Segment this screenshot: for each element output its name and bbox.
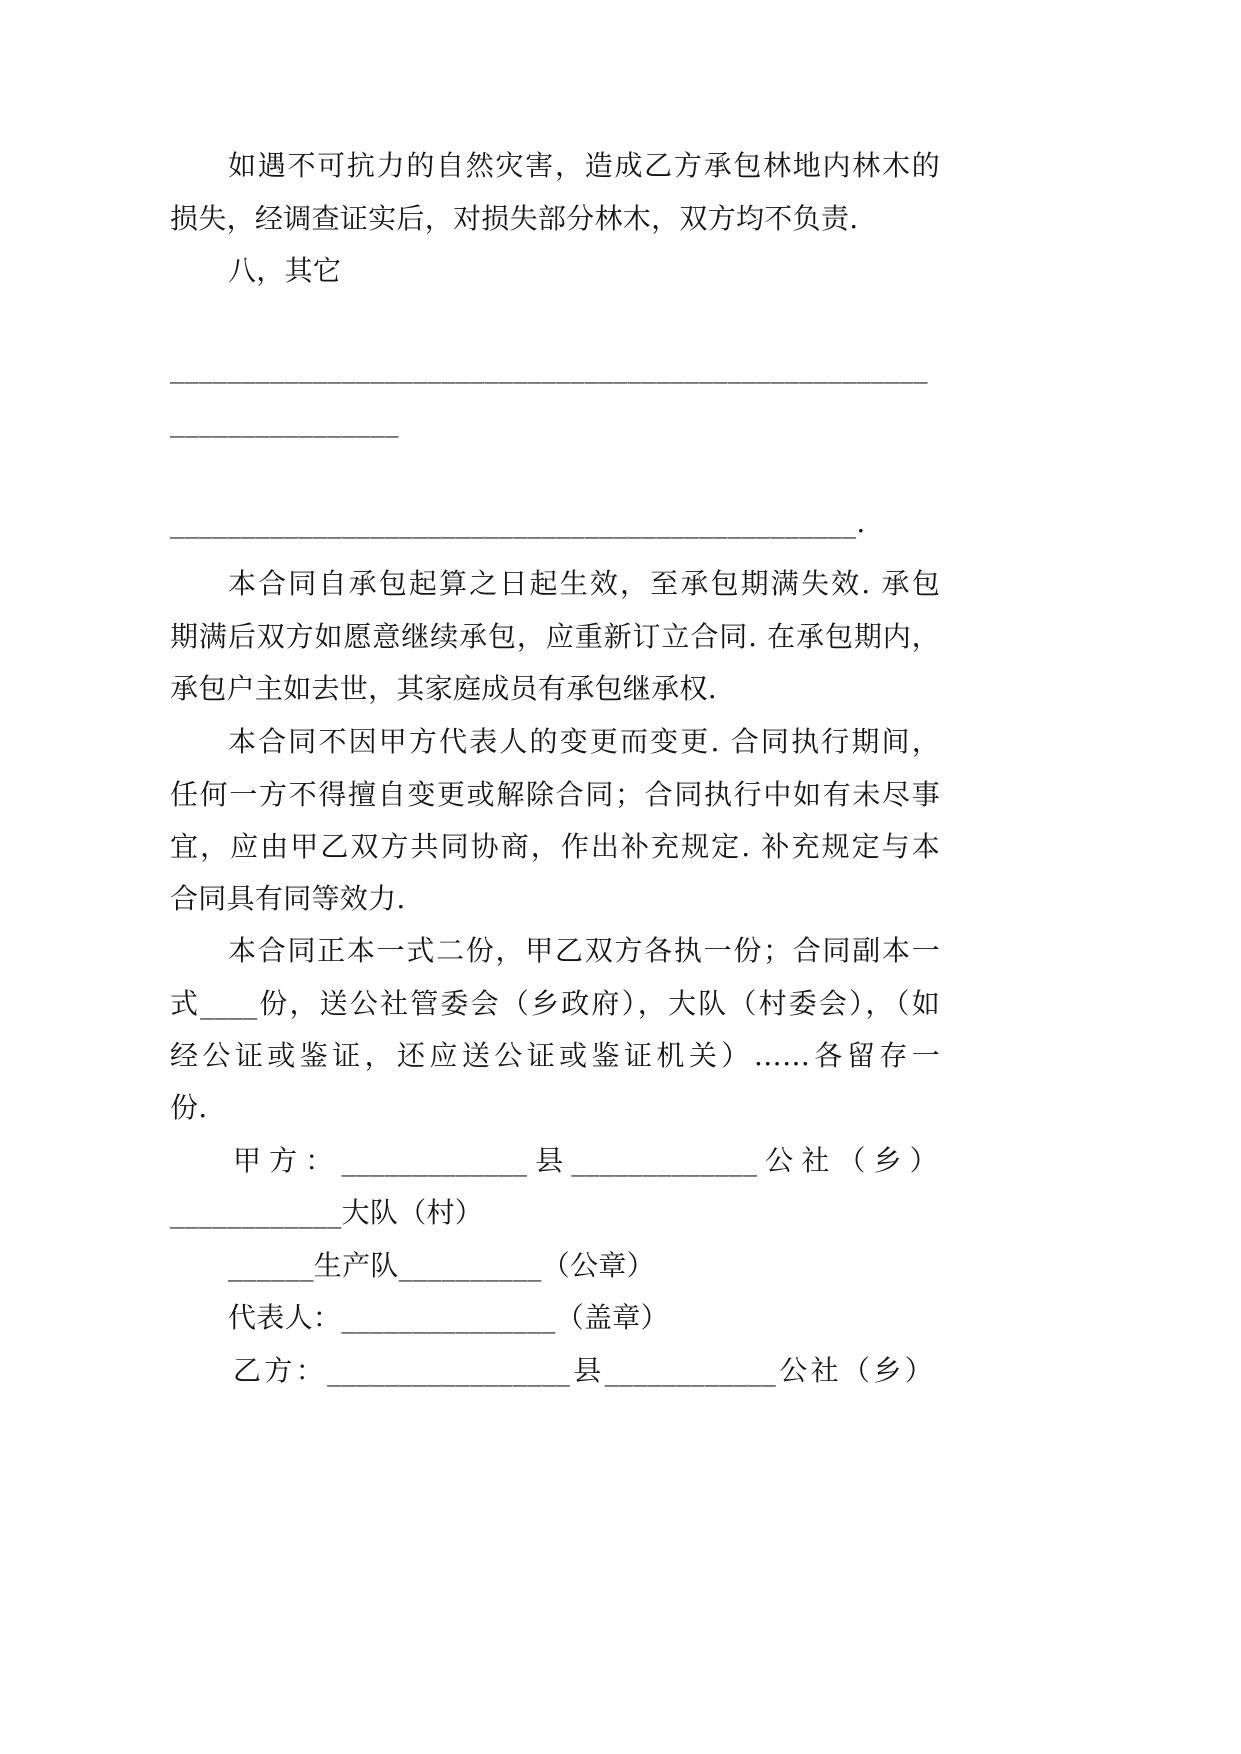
- effective-line-3: 承包户主如去世，其家庭成员有承包继承权.: [170, 672, 717, 705]
- party-b-location-line: 乙方：_________________县____________公社（乡）: [233, 1354, 933, 1387]
- modification-line-2: 任何一方不得擅自变更或解除合同；合同执行中如有未尽事: [170, 778, 940, 811]
- modification-line-3: 宜，应由甲乙双方共同协商，作出补充规定. 补充规定与本: [170, 830, 940, 863]
- modification-line-4: 合同具有同等效力.: [170, 882, 406, 915]
- party-a-production-team-line: ______生产队__________（公章）: [228, 1249, 655, 1282]
- copies-line-1: 本合同正本一式二份，甲乙双方各执一份；合同副本一: [228, 934, 940, 967]
- blank-fill-line-2: ________________: [170, 405, 399, 438]
- copies-line-3: 经公证或鉴证，还应送公证或鉴证机关）……各留存一: [170, 1039, 940, 1072]
- modification-line-1: 本合同不因甲方代表人的变更而变更. 合同执行期间，: [228, 725, 940, 758]
- effective-line-1: 本合同自承包起算之日起生效，至承包期满失效. 承包: [228, 567, 940, 600]
- effective-line-2: 期满后双方如愿意继续承包，应重新订立合同. 在承包期内，: [170, 620, 940, 653]
- blank-fill-line-3: ________________________________________________.: [170, 506, 866, 539]
- party-a-representative-line: 代表人：_______________（盖章）: [228, 1301, 669, 1334]
- party-a-brigade-line: ____________大队（村）: [170, 1196, 484, 1229]
- force-majeure-line-1: 如遇不可抗力的自然灾害，造成乙方承包林地内林木的: [228, 149, 940, 182]
- copies-line-2: 式____份，送公社管委会（乡政府），大队（村委会），（如: [170, 987, 940, 1020]
- party-a-location-line: 甲方：_____________县_____________公社（乡）: [233, 1144, 938, 1177]
- copies-line-4: 份.: [170, 1091, 208, 1124]
- section-8-heading: 八，其它: [228, 254, 342, 287]
- blank-fill-line-1: _____________________________________________________: [170, 351, 928, 384]
- force-majeure-line-2: 损失，经调查证实后，对损失部分林木，双方均不负责.: [170, 202, 859, 235]
